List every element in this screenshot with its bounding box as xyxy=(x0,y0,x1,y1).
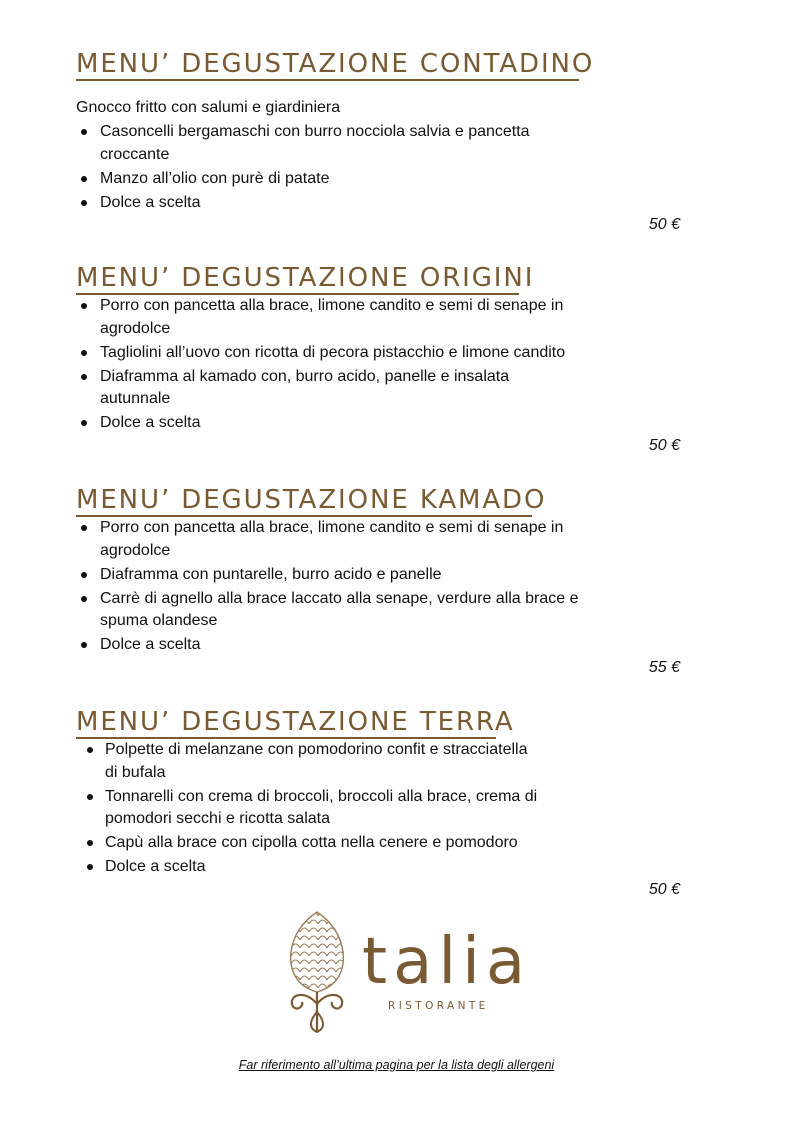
menu-price: 50 € xyxy=(648,216,680,233)
bullet-icon xyxy=(87,840,93,846)
item-line: Diaframma con puntarelle, burro acido e panelle xyxy=(100,566,442,583)
bullet-icon xyxy=(81,525,87,531)
bullet-icon xyxy=(81,303,87,309)
item-line: Dolce a scelta xyxy=(105,858,206,875)
menu-price: 50 € xyxy=(648,437,680,454)
item-line: croccante xyxy=(100,146,170,163)
bullet-icon xyxy=(81,642,87,648)
title-underline xyxy=(76,515,532,517)
restaurant-logo xyxy=(282,908,532,1036)
item-line: Dolce a scelta xyxy=(100,636,201,653)
bullet-icon xyxy=(81,420,87,426)
bullet-icon xyxy=(81,129,87,135)
allergen-note: Far riferimento all’ultima pagina per la lista degli allergeni xyxy=(238,1058,555,1072)
item-line: pomodori secchi e ricotta salata xyxy=(105,810,330,827)
item-line: Manzo all’olio con purè di patate xyxy=(100,170,330,187)
logo-subtitle: RISTORANTE xyxy=(388,1000,489,1012)
bullet-icon xyxy=(81,200,87,206)
menu-price: 50 € xyxy=(648,881,680,898)
item-line: spuma olandese xyxy=(100,612,218,629)
menu-title: MENU’ DEGUSTAZIONE ORIGINI xyxy=(76,263,535,293)
item-line: Dolce a scelta xyxy=(100,194,201,211)
title-underline xyxy=(76,293,519,295)
logo-wordmark: talia xyxy=(362,925,532,999)
item-line: agrodolce xyxy=(100,320,171,337)
menu-title: MENU’ DEGUSTAZIONE TERRA xyxy=(76,707,515,737)
menu-price: 55 € xyxy=(648,659,680,676)
bullet-icon xyxy=(87,794,93,800)
item-line: Tagliolini all’uovo con ricotta di pecora pistacchio e limone candito xyxy=(100,344,566,361)
bullet-icon xyxy=(81,176,87,182)
bullet-icon xyxy=(81,350,87,356)
item-line: Porro con pancetta alla brace, limone candito e semi di senape in xyxy=(100,297,564,314)
menu-intro: Gnocco fritto con salumi e giardiniera xyxy=(76,99,341,116)
item-line: Polpette di melanzane con pomodorino confit e stracciatella xyxy=(105,741,528,758)
item-line: Casoncelli bergamaschi con burro nocciola salvia e pancetta xyxy=(100,123,530,140)
bullet-icon xyxy=(87,747,93,753)
item-line: Porro con pancetta alla brace, limone candito e semi di senape in xyxy=(100,519,564,536)
item-line: Carrè di agnello alla brace laccato alla senape, verdure alla brace e xyxy=(100,590,579,607)
menu-title: MENU’ DEGUSTAZIONE CONTADINO xyxy=(76,49,595,79)
item-line: autunnale xyxy=(100,390,171,407)
item-line: Tonnarelli con crema di broccoli, broccoli alla brace, crema di xyxy=(105,788,538,805)
title-underline xyxy=(76,737,496,739)
bullet-icon xyxy=(81,374,87,380)
item-line: Diaframma al kamado con, burro acido, panelle e insalata xyxy=(100,368,510,385)
item-line: Capù alla brace con cipolla cotta nella cenere e pomodoro xyxy=(105,834,518,851)
menu-title: MENU’ DEGUSTAZIONE KAMADO xyxy=(76,485,547,515)
title-underline xyxy=(76,79,579,81)
bullet-icon xyxy=(87,864,93,870)
item-line: agrodolce xyxy=(100,542,171,559)
item-line: di bufala xyxy=(105,764,166,781)
pinecone-icon xyxy=(282,908,352,1036)
bullet-icon xyxy=(81,596,87,602)
bullet-icon xyxy=(81,572,87,578)
item-line: Dolce a scelta xyxy=(100,414,201,431)
